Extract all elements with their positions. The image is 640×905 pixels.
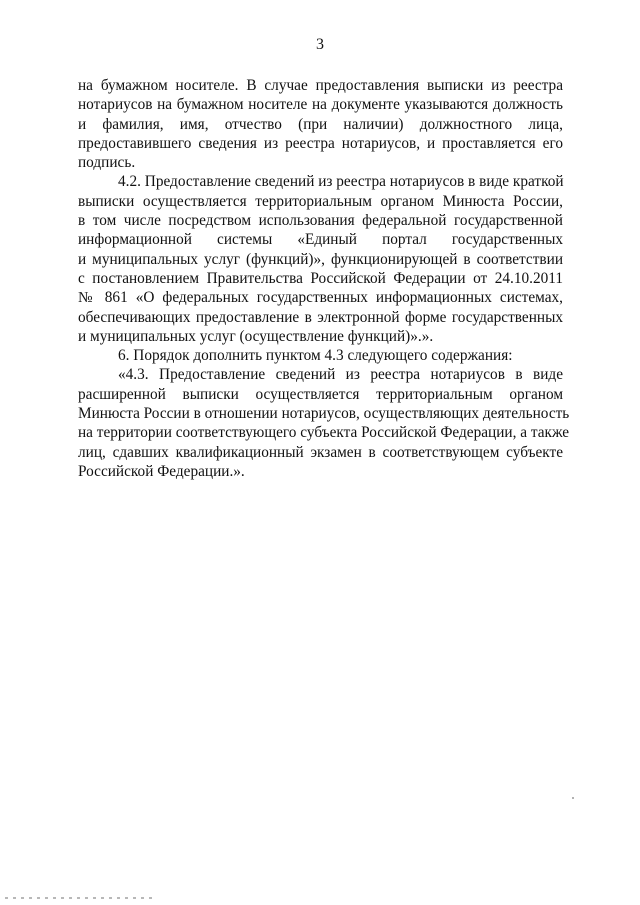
text-line: обеспечивающих предоставление в электронной форме государственных: [78, 308, 563, 326]
text-line: лиц, сдавших квалификационный экзамен в соответствующем субъекте: [78, 443, 563, 461]
document-body: [78, 76, 570, 481]
text-line: и муниципальных услуг (осуществление функций)».».: [78, 327, 434, 345]
text-line: в том числе посредством использования федеральной государственной: [78, 212, 563, 230]
text-line: Минюста России в отношении нотариусов, осуществляющих деятельность: [78, 405, 570, 423]
text-line: предоставившего сведения из реестра нотариусов, и проставляется его: [78, 134, 563, 152]
text-line: информационной системы «Единый портал государственных: [78, 231, 563, 249]
text-line: Российской Федерации.».: [78, 462, 245, 480]
page-number: 3: [316, 36, 324, 53]
text-line: выписки осуществляется территориальным органом Минюста России,: [78, 192, 563, 210]
text-line: и муниципальных услуг (функций)», функционирующей в соответствии: [78, 250, 563, 268]
text-line: нотариусов на бумажном носителе на документе указываются должность: [78, 96, 563, 114]
text-line: на территории соответствующего субъекта Российской Федерации, а также: [78, 424, 570, 442]
scan-speck: [572, 797, 574, 799]
text-line: № 861 «О федеральных государственных информационных системах,: [78, 289, 563, 307]
text-line: «4.3. Предоставление сведений из реестра нотариусов в виде: [118, 366, 563, 384]
text-line: и фамилия, имя, отчество (при наличии) должностного лица,: [78, 115, 563, 133]
text-line: 4.2. Предоставление сведений из реестра нотариусов в виде краткой: [118, 173, 564, 191]
text-line: на бумажном носителе. В случае предоставления выписки из реестра: [78, 77, 563, 94]
text-line: с постановлением Правительства Российской Федерации от 24.10.2011: [78, 269, 563, 287]
text-line: подпись.: [78, 154, 136, 172]
text-line: 6. Порядок дополнить пунктом 4.3 следующего содержания:: [118, 347, 513, 365]
scan-edge-marks: [5, 897, 155, 899]
text-line: расширенной выписки осуществляется территориальным органом: [78, 385, 563, 403]
